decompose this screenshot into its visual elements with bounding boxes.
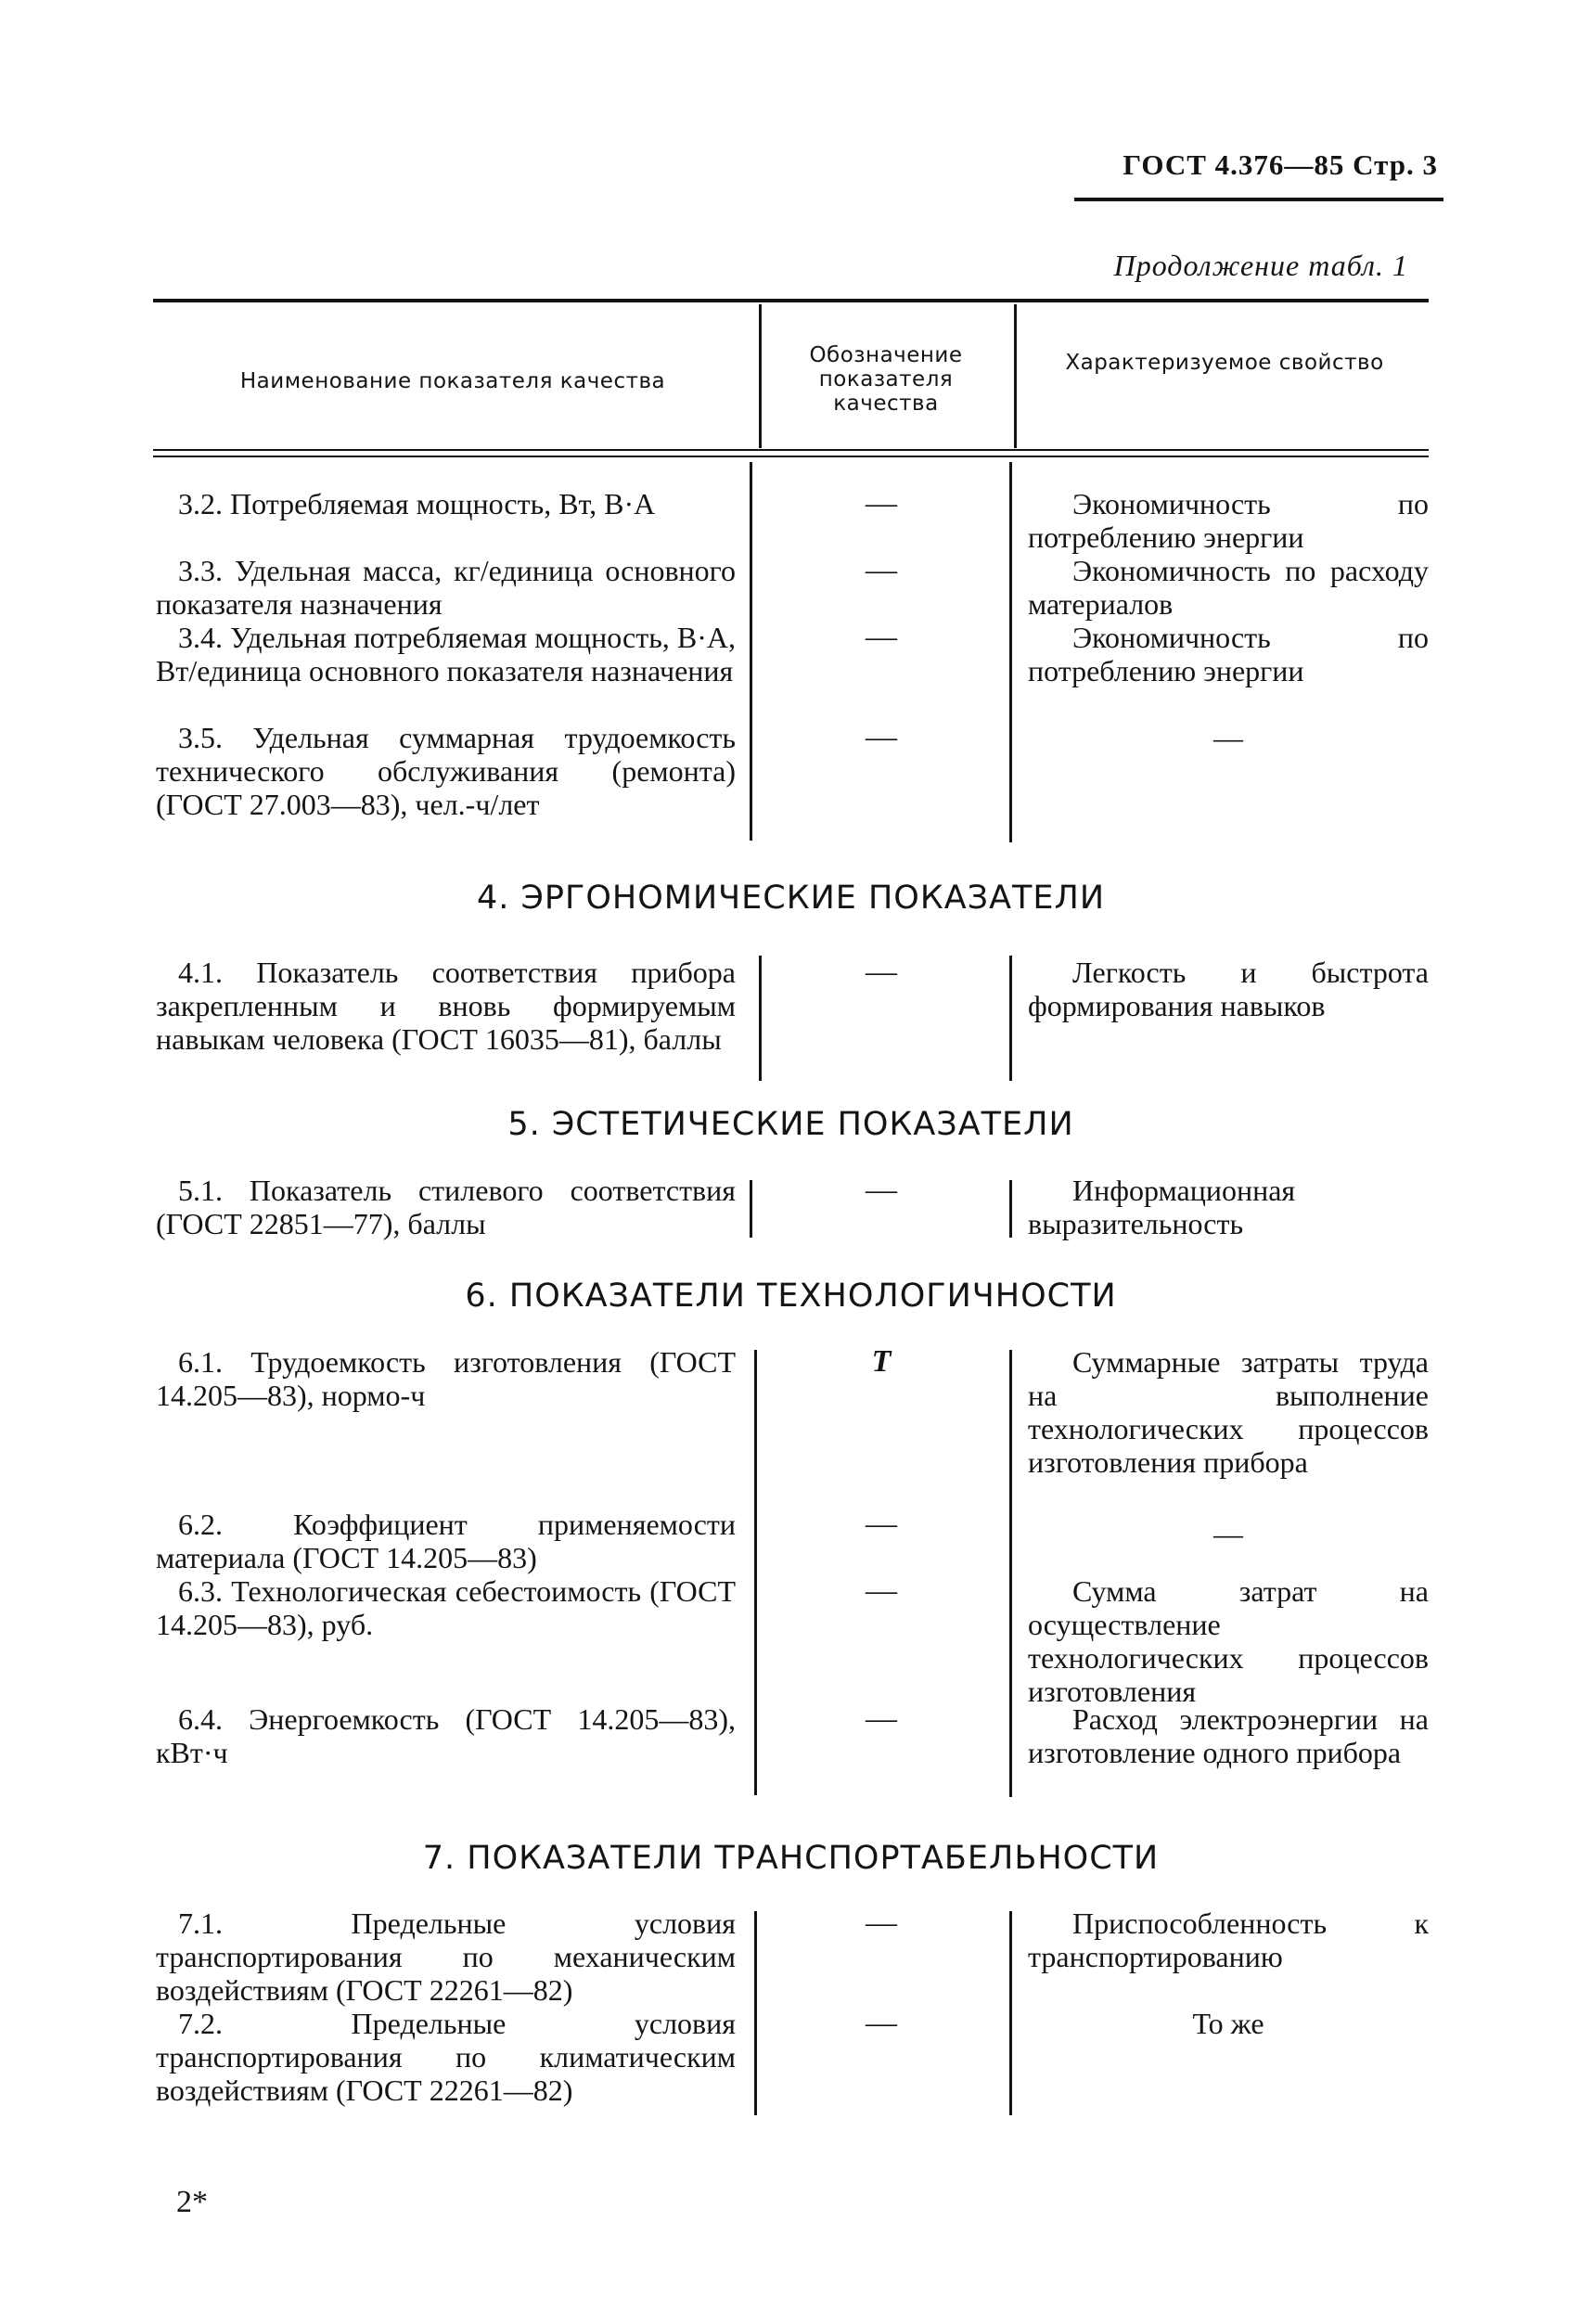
table-row-name: 7.1. Предельные условия транспортирования по механическим воздействиям (ГОСТ 22261—82) <box>156 1907 736 2007</box>
column-header-name: Наименование показателя качества <box>239 369 666 393</box>
section4-divider-1 <box>759 956 762 1081</box>
section-title-ergonomic: 4. ЭРГОНОМИЧЕСКИЕ ПОКАЗАТЕЛИ <box>476 880 1106 917</box>
section4-divider-2 <box>1009 956 1012 1081</box>
table-continuation-label: Продолжение табл. 1 <box>1113 249 1408 282</box>
table-row-name: 7.2. Предельные условия транспортирования по климатическим воздействиям (ГОСТ 22261—82) <box>156 2007 736 2107</box>
table-row-name: 5.1. Показатель стилевого соответствия (ГОСТ 22851—77), баллы <box>156 1174 736 1240</box>
table-row-property: Информационная выразительность <box>1028 1174 1296 1240</box>
section7-divider-2 <box>1009 1911 1012 2115</box>
table-row-property: Суммарные затраты труда на выполнение технологических процессов изготовления прибора <box>1028 1345 1429 1479</box>
table-row-property: Экономичность по расходу материалов <box>1028 554 1429 621</box>
section5-divider-1 <box>750 1180 752 1238</box>
header-divider-1 <box>759 304 762 448</box>
section6-divider-2 <box>1009 1350 1012 1797</box>
table-row-property: Экономичность по потреблению энергии <box>1028 621 1429 687</box>
table-row-name: 6.1. Трудоемкость изготовления (ГОСТ 14.205—83), нормо-ч <box>156 1345 736 1412</box>
table-row-property: — <box>1213 1517 1243 1550</box>
table-row-name: 3.3. Удельная масса, кг/единица основного показателя назначения <box>156 554 736 621</box>
table-row-property: Экономичность по потреблению энергии <box>1028 487 1429 554</box>
section-title-aesthetic: 5. ЭСТЕТИЧЕСКИЕ ПОКАЗАТЕЛИ <box>507 1106 1074 1143</box>
table-row-property: — <box>1213 721 1243 754</box>
table-row-property: То же <box>1192 2007 1264 2040</box>
section7-divider-1 <box>754 1911 757 2115</box>
table-row-name: 3.2. Потребляемая мощность, Вт, В·А <box>178 487 656 520</box>
header-bottom-rule-1 <box>153 449 1429 451</box>
section5-divider-2 <box>1009 1180 1012 1238</box>
column-header-property: Характеризуемое свойство <box>1065 351 1384 375</box>
section-title-technology: 6. ПОКАЗАТЕЛИ ТЕХНОЛОГИЧНОСТИ <box>465 1278 1117 1315</box>
table-row-symbol: — <box>866 1701 897 1736</box>
header-rule <box>1074 198 1443 201</box>
table-row-name: 4.1. Показатель соответствия прибора закрепленным и вновь формируемым навыкам человека (ГОСТ 16035—81), баллы <box>156 956 736 1056</box>
table-row-symbol: — <box>866 1573 897 1608</box>
table-row-symbol: — <box>866 955 897 989</box>
table-row-symbol: — <box>866 720 897 754</box>
table-row-name: 6.4. Энергоемкость (ГОСТ 14.205—83), кВт·ч <box>156 1702 736 1769</box>
section6-divider-1 <box>754 1350 757 1795</box>
table-row-symbol: — <box>866 486 897 520</box>
table-row-property: Приспособленность к транспортированию <box>1028 1907 1429 1973</box>
column-header-symbol: Обозначение показателя качества <box>809 343 963 416</box>
signature-mark: 2* <box>176 2185 208 2219</box>
table-row-symbol: — <box>866 1507 897 1541</box>
table-row-name: 6.3. Технологическая себестоимость (ГОСТ 14.205—83), руб. <box>156 1574 736 1641</box>
group3-divider-1 <box>750 462 752 841</box>
table-row-symbol: Т <box>871 1344 892 1379</box>
header-divider-2 <box>1014 304 1017 448</box>
table-row-symbol: — <box>866 553 897 587</box>
table-row-symbol: — <box>866 1173 897 1207</box>
table-top-rule <box>153 299 1429 302</box>
table-row-name: 3.5. Удельная суммарная трудоемкость технического обслуживания (ремонта) (ГОСТ 27.003—83), чел.-ч/лет <box>156 721 736 821</box>
group3-divider-2 <box>1009 462 1012 842</box>
table-row-symbol: — <box>866 2006 897 2040</box>
table-row-property: Расход электроэнергии на изготовление одного прибора <box>1028 1702 1429 1769</box>
header-bottom-rule-2 <box>153 456 1429 457</box>
table-row-name: 3.4. Удельная потребляемая мощность, В·А, Вт/единица основного показателя назначения <box>156 621 736 687</box>
table-row-property: Легкость и быстрота формирования навыков <box>1028 956 1429 1022</box>
table-row-symbol: — <box>866 1906 897 1940</box>
table-row-symbol: — <box>866 620 897 654</box>
table-row-name: 6.2. Коэффициент применяемости материала (ГОСТ 14.205—83) <box>156 1508 736 1574</box>
section-title-transportability: 7. ПОКАЗАТЕЛИ ТРАНСПОРТАБЕЛЬНОСТИ <box>422 1840 1160 1877</box>
table-row-property: Сумма затрат на осуществление технологических процессов изготовления <box>1028 1574 1429 1708</box>
page-header: ГОСТ 4.376—85 Стр. 3 <box>1123 148 1438 181</box>
